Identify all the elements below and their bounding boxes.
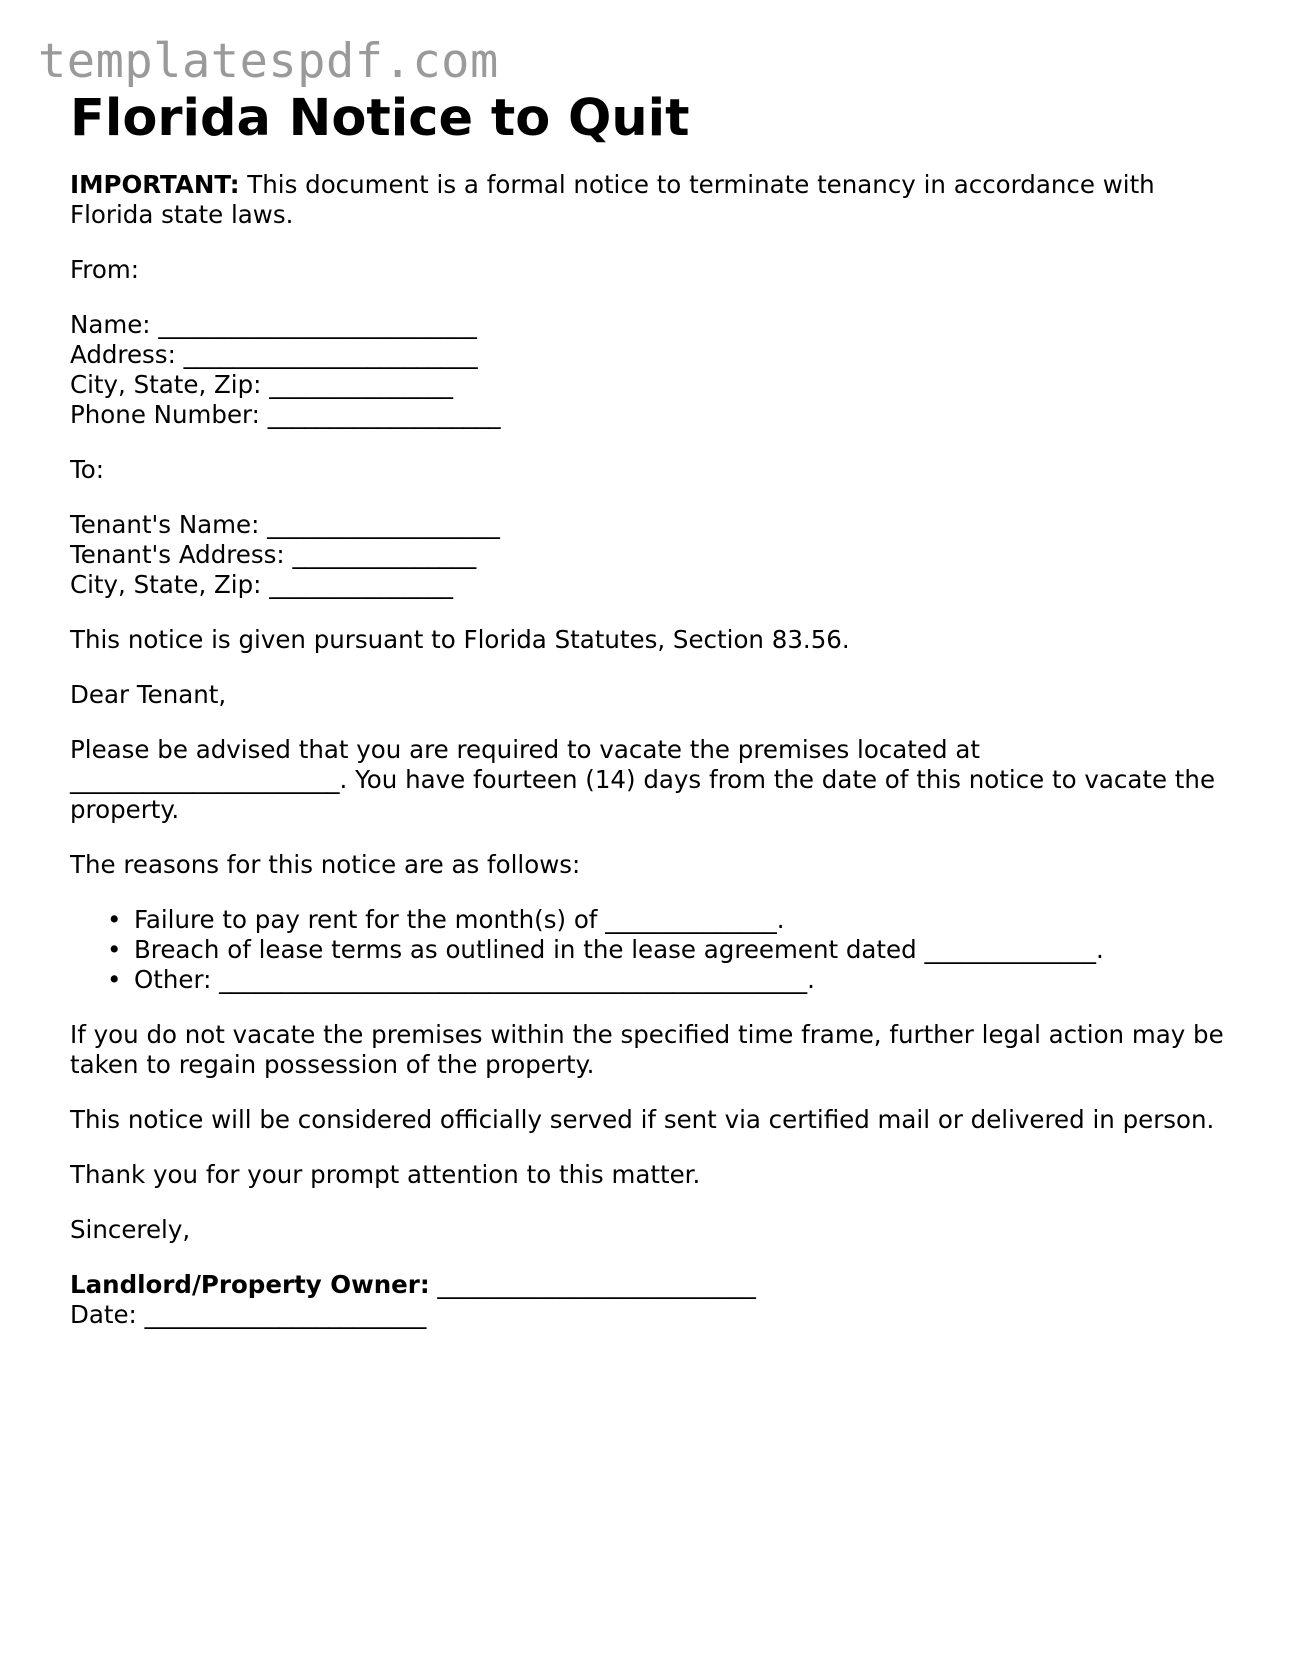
salutation: Dear Tenant, <box>70 680 227 709</box>
sender-block <box>70 310 1230 430</box>
watermark: templatespdf.com <box>38 34 499 89</box>
landlord-signature-blank: __________________________ <box>429 1270 756 1299</box>
page-title: Florida Notice to Quit <box>70 89 690 148</box>
sender-city-state-zip-field: City, State, Zip: _______________ <box>70 370 453 399</box>
reasons-intro: The reasons for this notice are as follows: <box>70 850 581 879</box>
landlord-signature-line <box>70 1270 1230 1300</box>
signature-date-field: Date: _______________________ <box>70 1300 427 1329</box>
tenant-name-field: Tenant's Name: ___________________ <box>70 510 500 539</box>
tenant-address-field: Tenant's Address: _______________ <box>70 540 477 569</box>
legal-action-warning: If you do not vacate the premises within the specified time frame, further legal action may be taken to regain possession of the property. <box>70 1020 1224 1079</box>
reason-item-breach: • Breach of lease terms as outlined in the lease agreement dated ______________. <box>134 935 1230 965</box>
thanks-line: Thank you for your prompt attention to this matter. <box>70 1160 701 1189</box>
from-heading: From: <box>70 255 139 284</box>
sender-phone-field: Phone Number: ___________________ <box>70 400 501 429</box>
service-method: This notice will be considered officially served if sent via certified mail or delivered in person. <box>70 1105 1215 1134</box>
sender-address-field: Address: ________________________ <box>70 340 478 369</box>
tenant-block <box>70 510 1230 600</box>
landlord-label: Landlord/Property Owner: <box>70 1270 430 1299</box>
statute-reference: This notice is given pursuant to Florida Statutes, Section 83.56. <box>70 625 850 654</box>
reason-item-other: • Other: ________________________________________________. <box>134 965 1230 995</box>
document-body <box>70 88 1230 1355</box>
signature-block <box>70 1270 1230 1330</box>
to-heading: To: <box>70 455 105 484</box>
reason-item-rent: • Failure to pay rent for the month(s) of ______________. <box>134 905 1230 935</box>
important-text: This document is a formal notice to terminate tenancy in accordance with Florida state laws. <box>70 170 1155 229</box>
sender-name-field: Name: __________________________ <box>70 310 477 339</box>
important-label: IMPORTANT: <box>70 170 240 199</box>
closing: Sincerely, <box>70 1215 191 1244</box>
reasons-list <box>70 905 1230 995</box>
vacate-notice: Please be advised that you are required to vacate the premises located at ______________________. You have fourteen (14) days from the date of this notice to vacate the property. <box>70 735 1216 824</box>
important-notice <box>70 170 1230 230</box>
tenant-city-state-zip-field: City, State, Zip: _______________ <box>70 570 453 599</box>
